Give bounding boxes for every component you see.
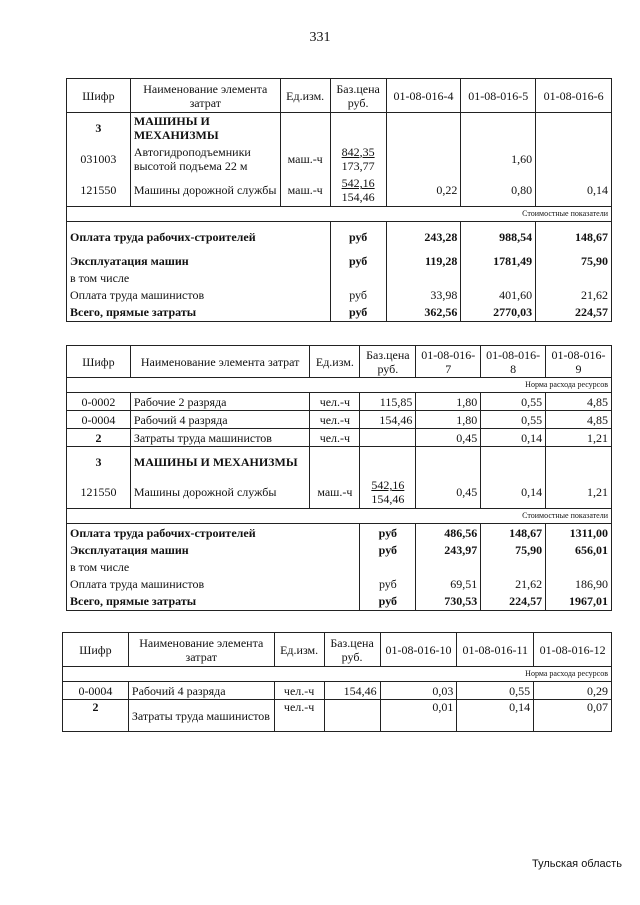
cost-name: Оплата труда машинистов (67, 575, 360, 593)
row-code: 121550 (67, 175, 131, 207)
cost-value: 243,97 (416, 542, 481, 559)
row-value (386, 143, 461, 175)
row-value: 0,80 (461, 175, 536, 207)
col-header-price: Баз.цена руб. (324, 633, 380, 667)
cost-value: 1311,00 (546, 524, 612, 542)
cost-value: 21,62 (481, 575, 546, 593)
row-value (536, 143, 612, 175)
row-code: 121550 (67, 477, 131, 509)
cost-unit: руб (330, 222, 386, 252)
cost-value: 1967,01 (546, 593, 612, 611)
cost-value: 33,98 (386, 286, 461, 304)
row-value: 1,21 (546, 429, 612, 447)
row-code: 2 (63, 700, 129, 732)
footer-region: Тульская область (532, 858, 622, 870)
section-code: 3 (67, 113, 131, 143)
col-header-unit: Ед.изм. (274, 633, 324, 667)
cost-table-1 (66, 78, 612, 322)
col-header-rate: 01-08-016-4 (386, 79, 461, 113)
cost-unit: руб (360, 575, 416, 593)
cost-value: 988,54 (461, 222, 536, 252)
cost-row (67, 304, 612, 322)
row-name: Автогидроподъемники высотой подъема 22 м (130, 143, 280, 175)
cost-row (67, 270, 612, 286)
cost-name: Эксплуатация машин (67, 252, 331, 270)
col-header-unit: Ед.изм. (280, 79, 330, 113)
cost-value: 186,90 (546, 575, 612, 593)
row-code: 031003 (67, 143, 131, 175)
row-price: 115,85 (360, 393, 416, 411)
price-current: 542,16 (371, 478, 405, 493)
cost-value: 75,90 (481, 542, 546, 559)
col-header-rate: 01-08-016-10 (380, 633, 457, 667)
section-title: МАШИНЫ И МЕХАНИЗМЫ (130, 113, 280, 143)
caption-cost-indicators: Стоимостные показатели (67, 509, 612, 524)
cost-value: 69,51 (416, 575, 481, 593)
cost-value: 224,57 (536, 304, 612, 322)
col-header-name: Наименование элемента затрат (130, 79, 280, 113)
cost-name: Оплата труда машинистов (67, 286, 331, 304)
cost-value: 119,28 (386, 252, 461, 270)
col-header-name: Наименование элемента затрат (128, 633, 274, 667)
cost-value: 1781,49 (461, 252, 536, 270)
row-value: 0,03 (380, 682, 457, 700)
table-row (67, 393, 612, 411)
row-price (360, 429, 416, 447)
col-header-code: Шифр (67, 79, 131, 113)
section-title: МАШИНЫ И МЕХАНИЗМЫ (130, 447, 310, 477)
cost-row (67, 559, 612, 575)
cost-row (67, 542, 612, 559)
cost-unit: руб (360, 542, 416, 559)
row-value: 0,55 (457, 682, 534, 700)
cost-row (67, 252, 612, 270)
price-current: 842,35 (341, 144, 375, 159)
price-current: 542,16 (341, 176, 375, 191)
caption-resource-norm: Норма расхода ресурсов (67, 378, 612, 393)
caption-row (67, 207, 612, 222)
table-row (63, 700, 612, 732)
cost-name: Всего, прямые затраты (67, 593, 360, 611)
section-row (67, 113, 612, 143)
table-row (63, 682, 612, 700)
row-name: Затраты труда машинистов (130, 429, 310, 447)
page-number: 331 (309, 30, 331, 45)
row-price (330, 175, 386, 207)
cost-value: 486,56 (416, 524, 481, 542)
cost-value: 148,67 (536, 222, 612, 252)
cost-value: 362,56 (386, 304, 461, 322)
col-header-rate: 01-08-016-8 (481, 346, 546, 378)
row-value: 1,80 (416, 393, 481, 411)
cost-name: Всего, прямые затраты (67, 304, 331, 322)
cost-value: 224,57 (481, 593, 546, 611)
row-unit: чел.-ч (310, 429, 360, 447)
row-value: 0,14 (481, 429, 546, 447)
row-value: 1,80 (416, 411, 481, 429)
row-price (330, 143, 386, 175)
cost-table-3 (62, 632, 612, 732)
row-unit: маш.-ч (310, 477, 360, 509)
cost-value: 401,60 (461, 286, 536, 304)
row-code: 2 (67, 429, 131, 447)
table-header-row (67, 79, 612, 113)
price-base: 173,77 (341, 158, 375, 173)
row-value: 0,14 (481, 477, 546, 509)
cost-name: в том числе (67, 270, 331, 286)
section-code: 3 (67, 447, 131, 477)
row-code: 0-0004 (63, 682, 129, 700)
cost-row (67, 286, 612, 304)
cost-row (67, 575, 612, 593)
cost-row (67, 222, 612, 252)
cost-value: 730,53 (416, 593, 481, 611)
cost-value: 75,90 (536, 252, 612, 270)
table-header-row (67, 346, 612, 378)
row-value: 4,85 (546, 411, 612, 429)
col-header-price: Баз.цена руб. (330, 79, 386, 113)
row-value: 0,55 (481, 411, 546, 429)
col-header-rate: 01-08-016-9 (546, 346, 612, 378)
row-value: 0,22 (386, 175, 461, 207)
row-value: 0,01 (380, 700, 457, 732)
cost-unit: руб (330, 286, 386, 304)
row-value: 0,14 (536, 175, 612, 207)
table-row (67, 477, 612, 509)
table-row (67, 175, 612, 207)
price-base: 154,46 (371, 492, 405, 507)
row-name: Рабочий 4 разряда (130, 411, 310, 429)
row-code: 0-0002 (67, 393, 131, 411)
row-value: 1,21 (546, 477, 612, 509)
cost-table-2 (66, 345, 612, 611)
row-unit: маш.-ч (280, 175, 330, 207)
cost-row (67, 593, 612, 611)
row-price: 154,46 (324, 682, 380, 700)
price-base: 154,46 (341, 190, 375, 205)
cost-value: 656,01 (546, 542, 612, 559)
row-unit: чел.-ч (274, 700, 324, 732)
caption-row (67, 509, 612, 524)
row-value: 0,45 (416, 429, 481, 447)
row-unit: чел.-ч (310, 393, 360, 411)
row-code: 0-0004 (67, 411, 131, 429)
col-header-rate: 01-08-016-12 (534, 633, 612, 667)
cost-value: 21,62 (536, 286, 612, 304)
cost-row (67, 524, 612, 542)
col-header-rate: 01-08-016-6 (536, 79, 612, 113)
table-row (67, 143, 612, 175)
cost-unit: руб (330, 252, 386, 270)
row-name: Затраты труда машинистов (128, 700, 274, 732)
row-value: 0,07 (534, 700, 612, 732)
caption-row (63, 667, 612, 682)
caption-cost-indicators: Стоимостные показатели (67, 207, 612, 222)
row-price (324, 700, 380, 732)
row-value: 0,29 (534, 682, 612, 700)
row-price: 154,46 (360, 411, 416, 429)
cost-value: 243,28 (386, 222, 461, 252)
row-value: 0,14 (457, 700, 534, 732)
cost-unit: руб (330, 304, 386, 322)
cost-value: 148,67 (481, 524, 546, 542)
row-unit: маш.-ч (280, 143, 330, 175)
row-value: 0,45 (416, 477, 481, 509)
row-name: Машины дорожной службы (130, 175, 280, 207)
col-header-name: Наименование элемента затрат (130, 346, 310, 378)
cost-unit: руб (360, 524, 416, 542)
cost-name: Оплата труда рабочих-строителей (67, 222, 331, 252)
table-header-row (63, 633, 612, 667)
caption-resource-norm: Норма расхода ресурсов (63, 667, 612, 682)
row-value: 0,55 (481, 393, 546, 411)
cost-value: 2770,03 (461, 304, 536, 322)
cost-unit: руб (360, 593, 416, 611)
row-unit: чел.-ч (310, 411, 360, 429)
cost-name: Эксплуатация машин (67, 542, 360, 559)
row-value: 1,60 (461, 143, 536, 175)
col-header-rate: 01-08-016-7 (416, 346, 481, 378)
row-name: Машины дорожной службы (130, 477, 310, 509)
table-row (67, 429, 612, 447)
section-row (67, 447, 612, 477)
col-header-code: Шифр (63, 633, 129, 667)
col-header-unit: Ед.изм. (310, 346, 360, 378)
row-unit: чел.-ч (274, 682, 324, 700)
col-header-rate: 01-08-016-5 (461, 79, 536, 113)
caption-row (67, 378, 612, 393)
col-header-code: Шифр (67, 346, 131, 378)
row-name: Рабочие 2 разряда (130, 393, 310, 411)
col-header-rate: 01-08-016-11 (457, 633, 534, 667)
col-header-price: Баз.цена руб. (360, 346, 416, 378)
table-row (67, 411, 612, 429)
cost-name: в том числе (67, 559, 360, 575)
cost-name: Оплата труда рабочих-строителей (67, 524, 360, 542)
row-price (360, 477, 416, 509)
row-value: 4,85 (546, 393, 612, 411)
row-name: Рабочий 4 разряда (128, 682, 274, 700)
